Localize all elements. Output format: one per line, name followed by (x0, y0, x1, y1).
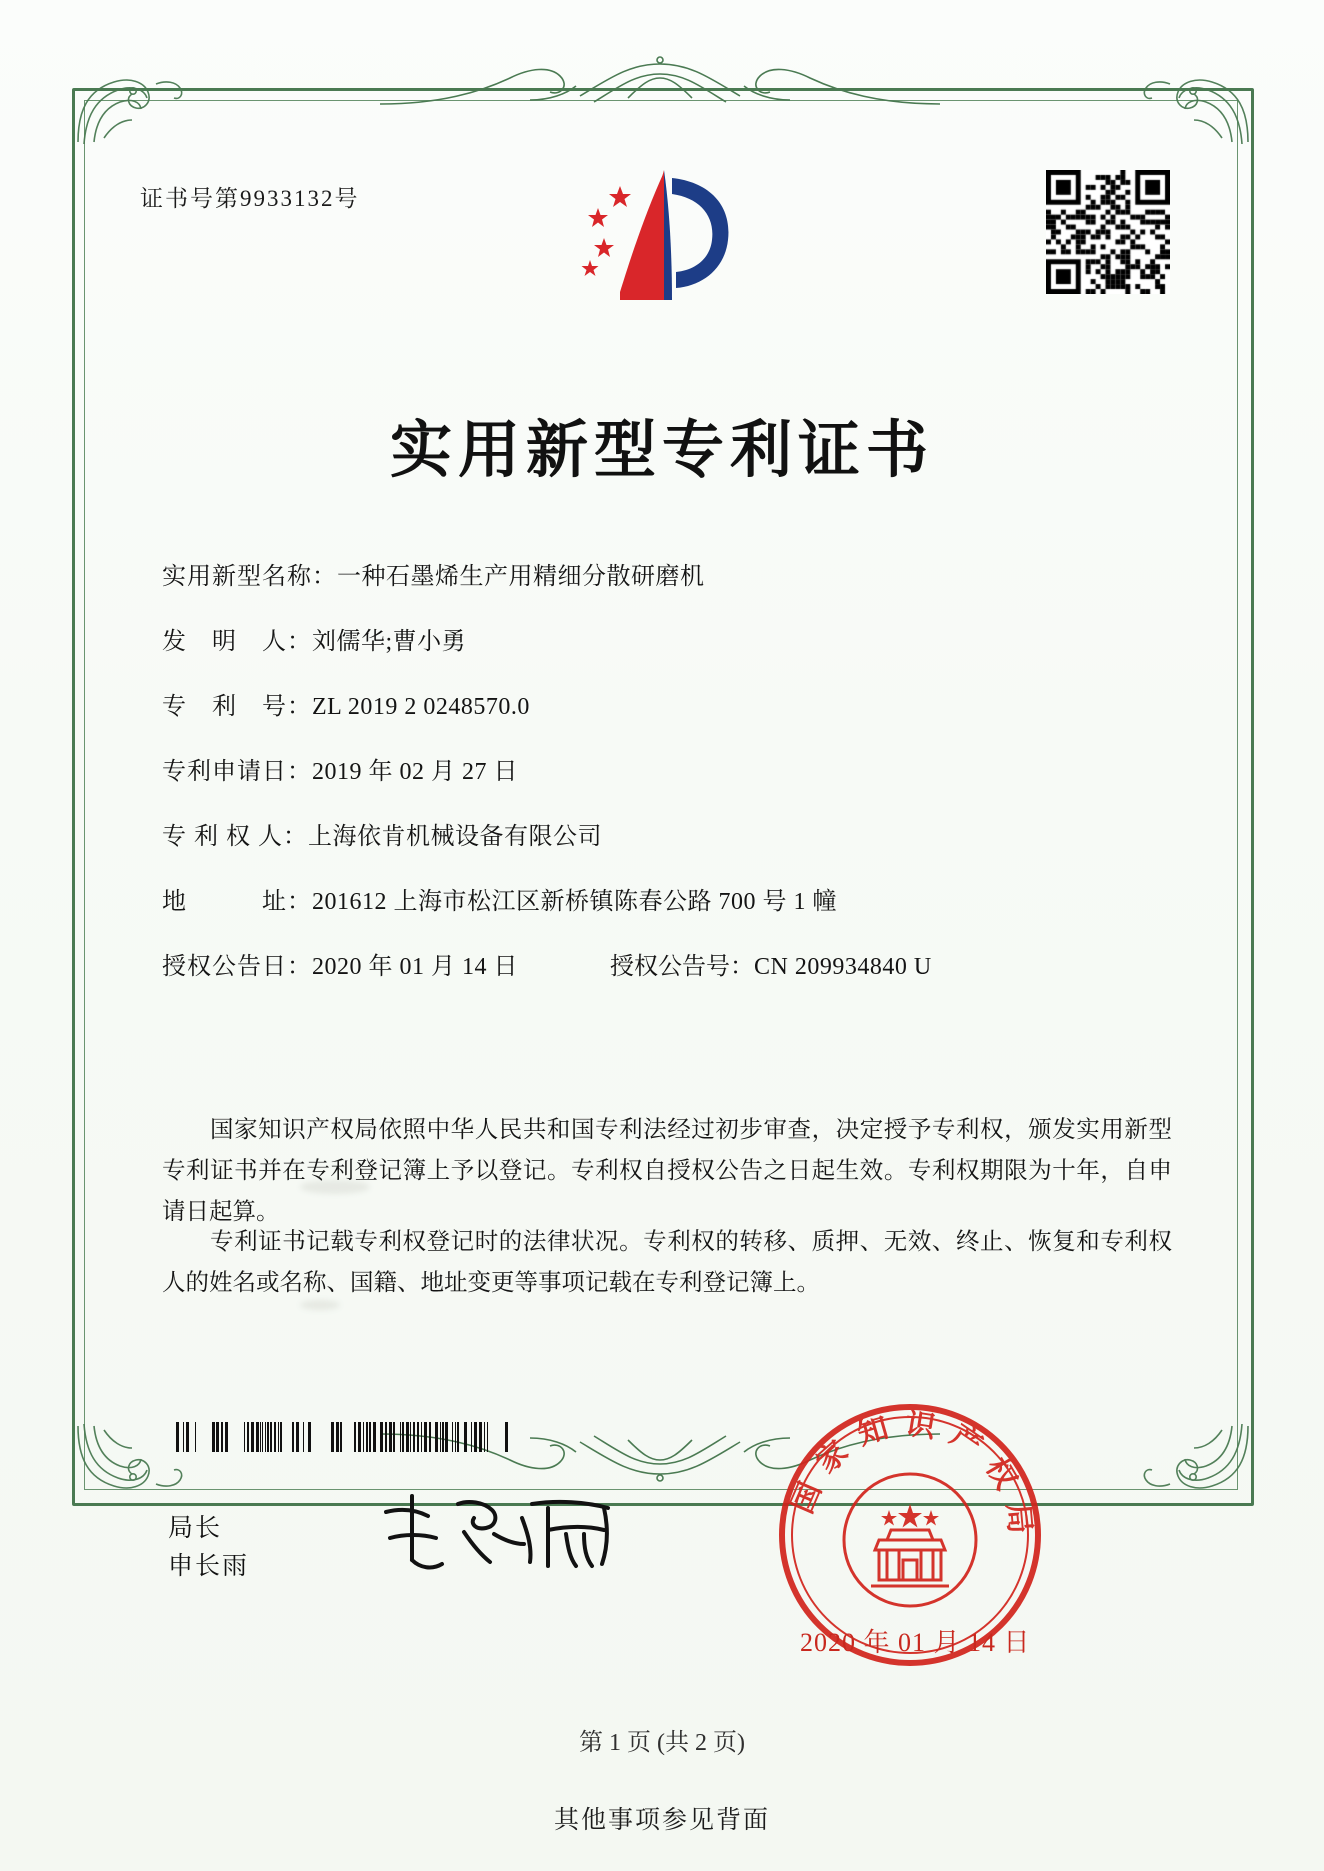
grant-date-label: 授权公告日： (162, 954, 312, 980)
field-row-address (162, 890, 1162, 914)
back-side-note: 其他事项参见背面 (553, 1807, 770, 1834)
page-indicator: 第 1 页 (共 2 页) (579, 1730, 745, 1756)
field-row-patentee (162, 825, 1162, 849)
field-value: 上海依肯机械设备有限公司 (308, 824, 602, 850)
field-value: 一种石墨烯生产用精细分散研磨机 (337, 564, 705, 590)
director-label: 局长 (168, 1515, 223, 1542)
legal-paragraph-2 (162, 1222, 1172, 1304)
field-label: 地 址： (162, 889, 312, 915)
svg-text:国家知识产权局 (785, 1406, 1039, 1549)
field-label: 专 利 权 人： (162, 824, 308, 850)
grant-date-value: 2020 年 01 月 14 日 (312, 954, 518, 980)
director-signature (372, 1482, 642, 1578)
field-row-inventor (162, 630, 1162, 654)
paragraph-text: 专利证书记载专利权登记时的法律状况。专利权的转移、质押、无效、终止、恢复和专利权人的姓名或名称、国籍、地址变更等事项记载在专利登记簿上。 (162, 1229, 1172, 1296)
field-row-patent-number (162, 695, 1162, 719)
field-value: 2019 年 02 月 27 日 (312, 759, 518, 785)
director-name: 申长雨 (168, 1553, 250, 1580)
field-value: ZL 2019 2 0248570.0 (312, 694, 530, 720)
paragraph-text: 国家知识产权局依照中华人民共和国专利法经过初步审查，决定授予专利权，颁发实用新型专利证书并在专利登记簿上予以登记。专利权自授权公告之日起生效。专利权期限为十年，自申请日起算。 (162, 1117, 1172, 1225)
page-title: 实用新型专利证书 (389, 413, 934, 486)
legal-paragraph-1 (162, 1110, 1172, 1233)
director-block (168, 1510, 249, 1586)
qr-code (1046, 170, 1170, 294)
field-value: 刘儒华;曹小勇 (312, 629, 467, 655)
field-label: 专 利 号： (162, 694, 312, 720)
cnipa-logo-icon (560, 160, 760, 310)
grant-number-value: CN 209934840 U (754, 954, 932, 980)
certificate-number: 证书号第9933132号 (140, 186, 360, 211)
field-row-grant (162, 955, 1162, 979)
seal-date: 2020 年 01 月 14 日 (800, 1628, 1031, 1657)
field-value: 201612 上海市松江区新桥镇陈春公路 700 号 1 幢 (312, 889, 837, 915)
seal-text-top: 国家知识产权局 (784, 1406, 1039, 1549)
barcode (168, 1422, 508, 1452)
field-row-name (162, 565, 1162, 589)
field-row-application-date (162, 760, 1162, 784)
field-label: 实用新型名称： (162, 564, 337, 590)
field-label: 发 明 人： (162, 629, 312, 655)
top-center-ornament-icon (380, 52, 940, 118)
field-label: 专利申请日： (162, 759, 312, 785)
field-list (162, 565, 1162, 1020)
grant-number-label: 授权公告号： (610, 954, 754, 980)
